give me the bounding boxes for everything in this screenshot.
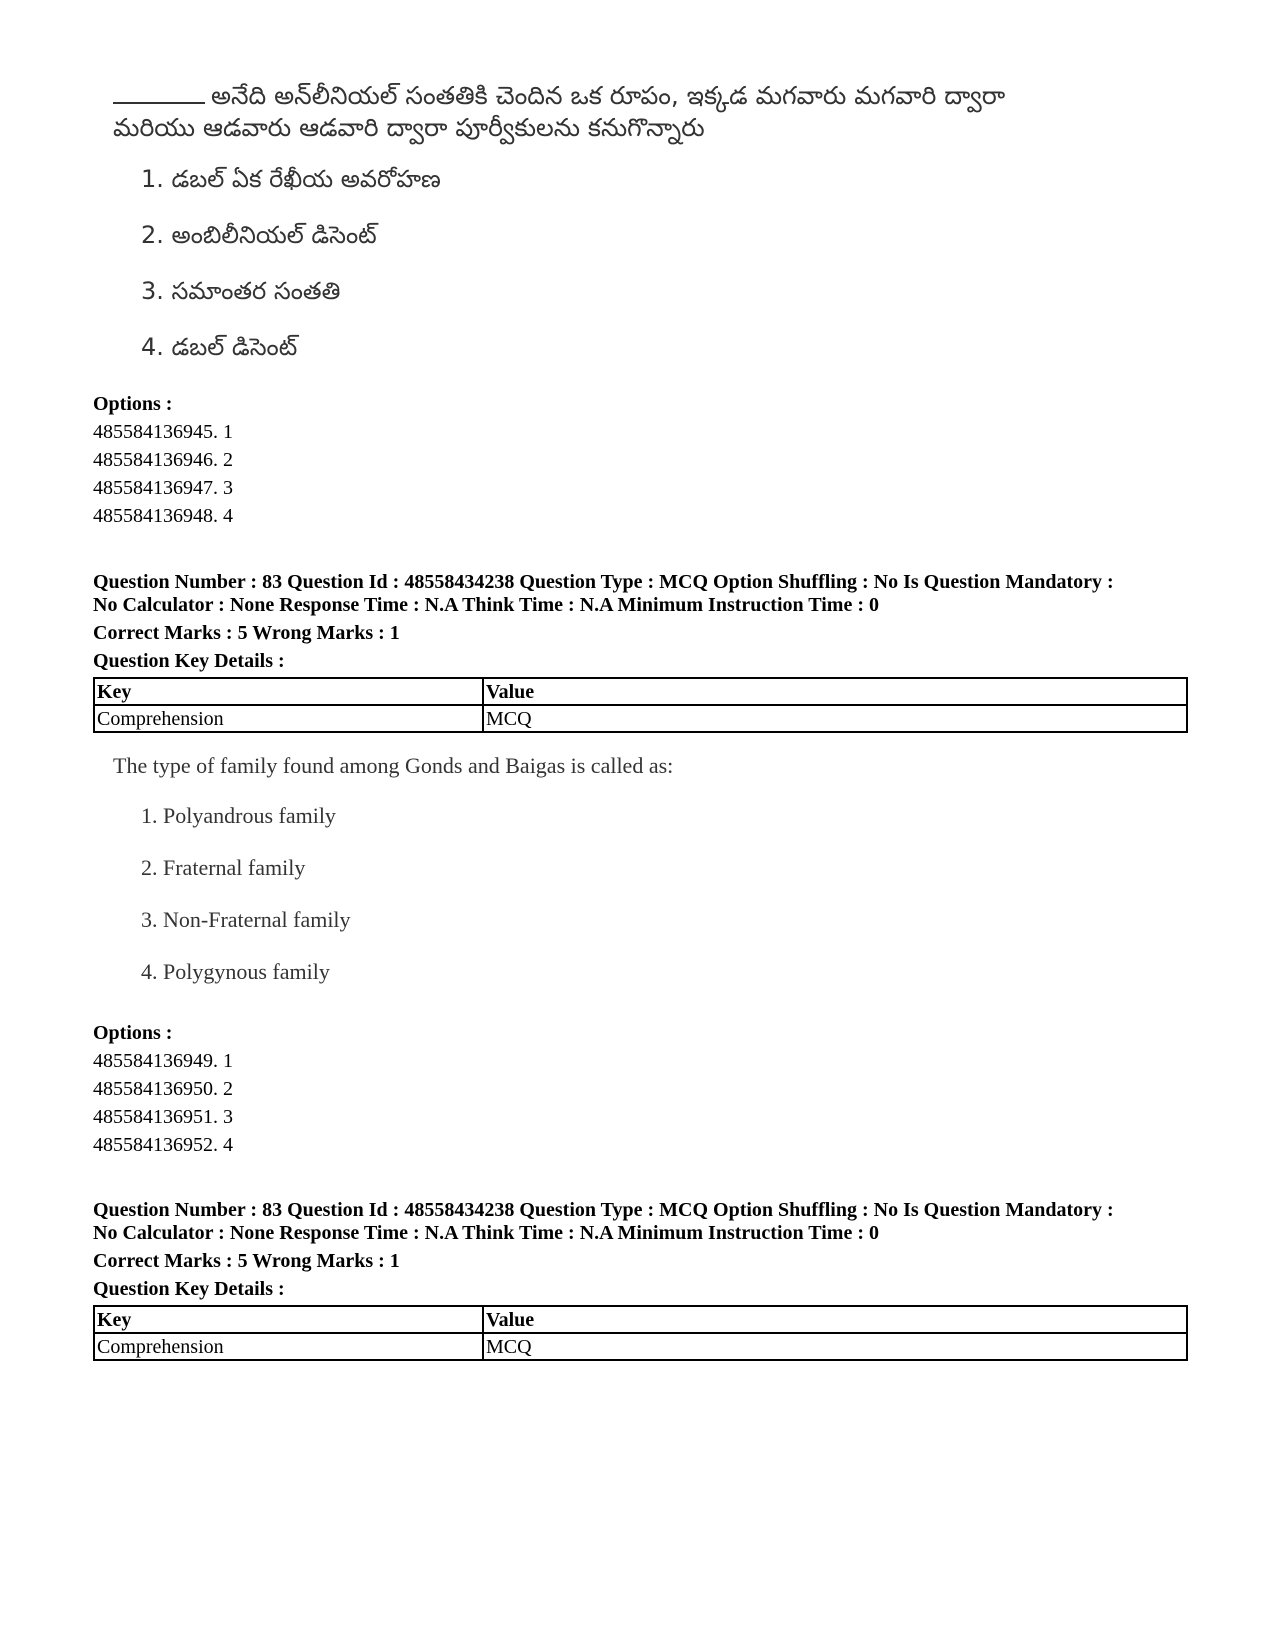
choice-2: 2. అంబిలీనియల్ డిసెంట్: [141, 221, 377, 249]
question-stem-english: The type of family found among Gonds and Baigas is called as:: [113, 753, 674, 778]
key-details-label: Question Key Details :: [93, 650, 285, 672]
table-header-key: Key: [94, 1306, 483, 1333]
choice-4: 4. డబల్ డిసెంట్: [141, 333, 298, 361]
meta-line-2: No Calculator : None Response Time : N.A Think Time : N.A Minimum Instruction Time : 0: [93, 594, 879, 616]
choice-3: 3. సమాంతర సంతతి: [141, 277, 341, 305]
meta-line-1: Question Number : 83 Question Id : 48558434238 Question Type : MCQ Option Shuffling : No Is Question Mandatory :: [93, 571, 1114, 593]
key-details-table: [93, 1305, 1188, 1361]
option-id-4: 485584136948. 4: [93, 505, 233, 527]
question-stem-telugu: [113, 80, 1113, 144]
marks-line: Correct Marks : 5 Wrong Marks : 1: [93, 622, 400, 644]
option-id-2: 485584136950. 2: [93, 1078, 233, 1100]
key-details-table: [93, 677, 1188, 733]
stem-line-1: అనేది అన్‌లీనియల్ సంతతికి చెందిన ఒక రూపం, ఇక్కడ మగవారు మగవారి ద్వారా: [211, 81, 1006, 110]
option-id-2: 485584136946. 2: [93, 449, 233, 471]
choice-3: 3. Non-Fraternal family: [141, 907, 351, 932]
option-id-3: 485584136951. 3: [93, 1106, 233, 1128]
table-cell-key: Comprehension: [94, 1333, 483, 1360]
meta-line-2: No Calculator : None Response Time : N.A Think Time : N.A Minimum Instruction Time : 0: [93, 1222, 879, 1244]
choice-2: 2. Fraternal family: [141, 855, 306, 880]
table-row: [94, 705, 1187, 732]
option-id-1: 485584136945. 1: [93, 421, 233, 443]
table-cell-value: MCQ: [483, 1333, 1187, 1360]
table-header-value: Value: [483, 1306, 1187, 1333]
question-meta-1: [93, 571, 1203, 617]
option-id-4: 485584136952. 4: [93, 1134, 233, 1156]
marks-line: Correct Marks : 5 Wrong Marks : 1: [93, 1250, 400, 1272]
table-cell-key: Comprehension: [94, 705, 483, 732]
table-header-key: Key: [94, 678, 483, 705]
table-header-row: [94, 1306, 1187, 1333]
question-meta-2: [93, 1199, 1203, 1245]
table-row: [94, 1333, 1187, 1360]
choice-1: 1. Polyandrous family: [141, 803, 336, 828]
table-header-row: [94, 678, 1187, 705]
choice-4: 4. Polygynous family: [141, 959, 330, 984]
options-label: Options :: [93, 393, 173, 415]
fill-in-blank: [113, 80, 205, 104]
table-cell-value: MCQ: [483, 705, 1187, 732]
option-id-1: 485584136949. 1: [93, 1050, 233, 1072]
option-id-3: 485584136947. 3: [93, 477, 233, 499]
stem-line-2: మరియు ఆడవారు ఆడవారి ద్వారా పూర్వీకులను కనుగొన్నారు: [113, 113, 705, 142]
meta-line-1: Question Number : 83 Question Id : 48558434238 Question Type : MCQ Option Shuffling : No Is Question Mandatory :: [93, 1199, 1114, 1221]
options-label: Options :: [93, 1022, 173, 1044]
choice-1: 1. డబల్ ఏక రేఖీయ అవరోహణ: [141, 165, 441, 193]
table-header-value: Value: [483, 678, 1187, 705]
key-details-label: Question Key Details :: [93, 1278, 285, 1300]
